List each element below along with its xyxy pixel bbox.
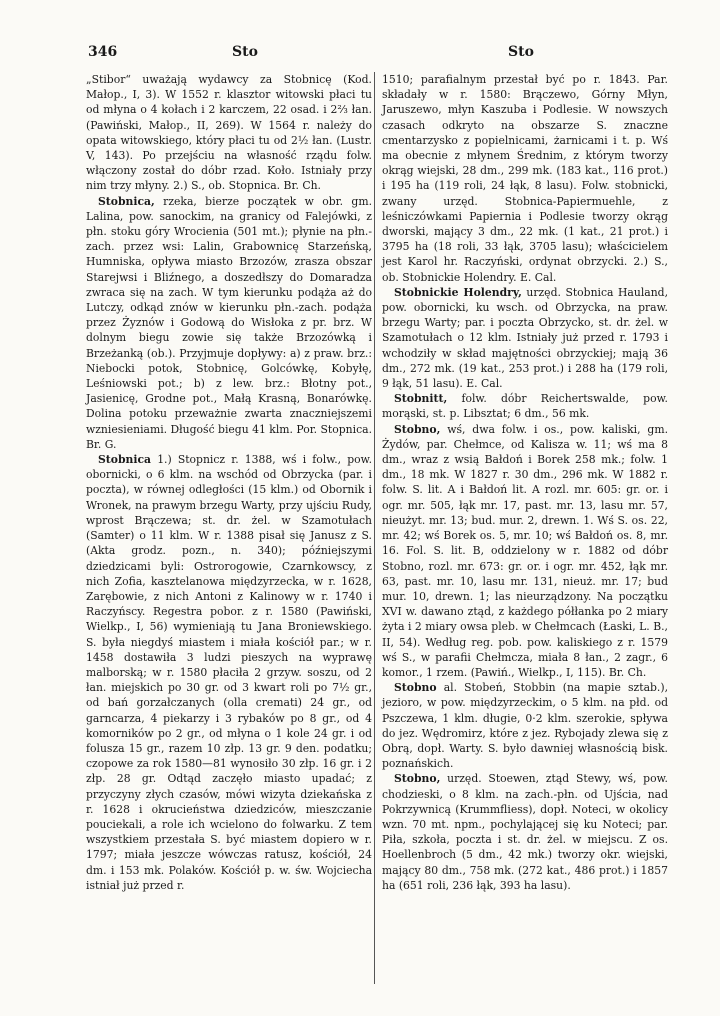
page-number: 346	[88, 44, 118, 60]
entry-paragraph: Stobnickie Holendry, urzęd. Stobnica Hauland, pow. obornicki, ku wsch. od Obrzycka, na praw. brzegu Warty; par. i poczta Obrzycko, st. dr. żel. w Szamotułach o 12 klm. Istniały już przed r. 1793 i wchodziły w skład majętności obrzyckiej; mają 36 dm., 272 mk. (19 kat., 253 prot.) i 288 ha (179 roli, 9 łąk, 51 lasu). E. Cal.	[382, 285, 669, 391]
entry-headword: Stobnitt,	[394, 392, 448, 406]
entry-paragraph: „Stibor“ uważają wydawcy za Stobnicę (Kod. Małop., I, 3). W 1552 r. klasztor witowski płaci tu od młyna o 4 kołach i 2 karczem, 22 osad. i 2⅔ łan. (Pawiński, Małop., II, 269). W 1564 r. należy do opata witowskiego, który płaci tu od 2½ łan. (Lustr. V, 143). Po przejściu na własność rządu folw. włączony został do dóbr rzad. Koło. Istniały przy nim trzy młyny. 2.) S., ob. Stopnica. Br. Ch.	[86, 73, 372, 193]
entry-paragraph: 1510; parafialnym przestał być po r. 1843. Par. składały w r. 1580: Brączewo, Górny Młyn, Jaruszewo, młyn Kaszuba i Podlesie. W nowszych czasach odkryto na obszarze S. znaczne cmentarzysko z popielnicami, żarnicami i t. p. Wś ma obecnie z młynem Średnim, z którym tworzy okrąg wiejski, 28 dm., 299 mk. (183 kat., 116 prot.) i 195 ha (119 roli, 24 łąk, 8 lasu). Folw. stobnicki, zwany urzęd. Stobnica-Papiermuehle, z leśniczówkami Papiernia i Podlesie tworzy okrąg dworski, mający 3 dm., 22 mk. (1 kat., 21 prot.) i 3795 ha (18 roli, 33 łąk, 3705 lasu); właścicielem jest Karol hr. Raczyński, ordynat obrzycki. 2.) S., ob. Stobnickie Holendry. E. Cal.	[382, 73, 668, 284]
page-header	[88, 44, 668, 66]
entry-paragraph: Stobno al. Stobeń, Stobbin (na mapie sztab.), jezioro, w pow. międzyrzeckim, o 5 klm. na płd. od Pszczewa, 1 klm. długie, 0·2 klm. szerokie, spływa do jez. Wędromirz, które z jez. Rybojady zlewa się z Obrą, dopł. Warty. S. było dawniej własnością bisk. poznańskich.	[382, 681, 668, 771]
entry-paragraph: Stobnitt, folw. dóbr Reichertswalde, pow. morąski, st. p. Libsztat; 6 dm., 56 mk.	[382, 392, 668, 421]
entry-headword: Stobno	[394, 681, 437, 695]
entry-headword: Stobno,	[394, 772, 441, 786]
entry-paragraph: Stobno, wś, dwa folw. i os., pow. kaliski, gm. Żydów, par. Chełmce, od Kalisza w. 11; wś ma 8 dm., wraz z wsią Bałdoń i Borek 258 mk.; folw. 1 dm., 18 mk. W 1827 r. 30 dm., 296 mk. W 1882 r. folw. S. lit. A i Bałdoń lit. A rozl. mr. 605: gr. or. i ogr. mr. 505, łąk mr. 17, past. mr. 13, lasu mr. 57, nieużyt. mr. 13; bud. mur. 2, drewn. 1. Wś S. os. 22, mr. 42; wś Borek os. 5, mr. 10; wś Bałdoń os. 8, mr. 16. Fol. S. lit. B, oddzielony w r. 1882 od dóbr Stobno, rozl. mr. 673: gr. or. i ogr. mr. 452, łąk mr. 63, past. mr. 10, lasu mr. 131, nieuż. mr. 17; bud mur. 10, drewn. 1; las nieurządzony. Na początku XVI w. dawano ztąd, z każdego półłanka po 2 miary żyta i 2 miary owsa pleb. w Chełmcach (Łaski, L. B., II, 54). Według reg. pob. pow. kaliskiego z r. 1579 wś S., w parafii Chełmcza, miała 8 łan., 2 zagr., 6 komor., 1 rzem. (Pawiń., Wielkp., I, 115). Br. Ch.	[382, 422, 668, 679]
entry-headword: Stobnica,	[98, 194, 155, 208]
right-column	[382, 72, 668, 893]
entry-headword: Stobnickie Holendry,	[394, 285, 522, 299]
right-running-head: Sto	[508, 44, 534, 60]
entry-paragraph: Stobnica 1.) Stopnicz r. 1388, wś i folw., pow. obornicki, o 6 klm. na wschód od Obrzycka (par. i poczta), w równej odległości (15 klm.) od Obornik i Wronek, na prawym brzegu Warty, przy ujściu Rudy, wprost Brączewa; st. dr. żel. w Szamotułach (Samter) o 11 klm. W r. 1388 pisał się Janusz z S. (Akta grodz. pozn., n. 340); późniejszymi dziedzicami byli: Ostrorogowie, Czarnkowscy, z nich Zofia, kasztelanowa międzyrzecka, w r. 1628, Zarębowie, z nich Antoni z Kalinowy w r. 1740 i Raczyńscy. Regestra pobor. z r. 1580 (Pawiński, Wielkp., I, 56) wymieniają tu Jana Broniewskiego. S. była niegdyś miastem i miała kościół par.; w r. 1458 dostawiła 3 ludzi pieszych na wyprawę malborską; w r. 1580 płaciła 2 grzyw. soszu, od 2 łan. miejskich po 30 gr. od 3 kwart roli po 7½ gr., od bań gorzałczanych (olla cremati) 24 gr., od garncarza, 4 piekarzy i 3 rybaków po 8 gr., od 4 komorników po 2 gr., od młyna o 1 kole 24 gr. i od folusza 15 gr., razem 10 złp. 13 gr. 9 den. podatku; czopowe za rok 1580—81 wynosiło 30 złp. 16 gr. i 2 złp. 28 gr. Odtąd zaczęło miasto upadać; z przyczyny złych czasów, mówi wizyta dziekańska z r. 1628 i okrucieństwa dziedziców, mieszczanie pouciekali, a role ich wcielono do folwarku. Z tem wszystkiem przestała S. być miastem dopiero w r. 1797; miała jeszcze wówczas ratusz, kościół, 24 dm. i 153 mk. Polaków. Kościół p. w. św. Wojciecha istniał już przed r.	[86, 453, 372, 892]
column-divider	[374, 72, 375, 984]
entry-headword: Stobno,	[394, 422, 441, 436]
entry-paragraph: Stobnica, rzeka, bierze początek w obr. gm. Lalina, pow. sanockim, na granicy od Falejówki, z płn. stoku góry Wrocienia (501 mt.); płynie na płn.-zach. przez wsi: Lalin, Grabownicę Starzeńską, Humniska, opływa miasto Brzozów, zrasza obszar Starejwsi i Bliźnego, a doszedłszy do Domaradza zwraca się na zach. W tym kierunku podąża aż do Lutczy, odkąd znów w kierunku płn.-zach. podąża przez Żyznów i Godową do Wisłoka z pr. brz. W dolnym biegu zowie się także Brzozówką i Brzeżanką (ob.). Przyjmuje dopływy: a) z praw. brz.: Niebocki potok, Stobnicę, Golcówkę, Kobyłę, Leśniowski pot.; b) z lew. brz.: Błotny pot., Jasienicę, Grodne pot., Małą Krasną, Bonarówkę. Dolina potoku przeważnie zwarta znaczniejszemi wzniesieniami. Długość biegu 41 klm. Por. Stopnica. Br. G.	[86, 194, 373, 451]
left-column	[86, 72, 372, 893]
entry-headword: Stobnica	[98, 453, 152, 467]
left-running-head: Sto	[232, 44, 258, 60]
entry-paragraph: Stobno, urzęd. Stoewen, ztąd Stewy, wś, pow. chodzieski, o 8 klm. na zach.-płn. od Ujścia, nad Pokrzywnicą (Krummfliess), dopł. Noteci, w okolicy wzn. 70 mt. npm., pochylającej się ku Noteci; par. Piła, szkoła, poczta i st. dr. żel. w miejscu. Z os. Hoellenbroch (5 dm., 42 mk.) tworzy okr. wiejski, mający 80 dm., 758 mk. (272 kat., 486 prot.) i 1857 ha (651 roli, 236 łąk, 393 ha lasu).	[382, 772, 668, 892]
